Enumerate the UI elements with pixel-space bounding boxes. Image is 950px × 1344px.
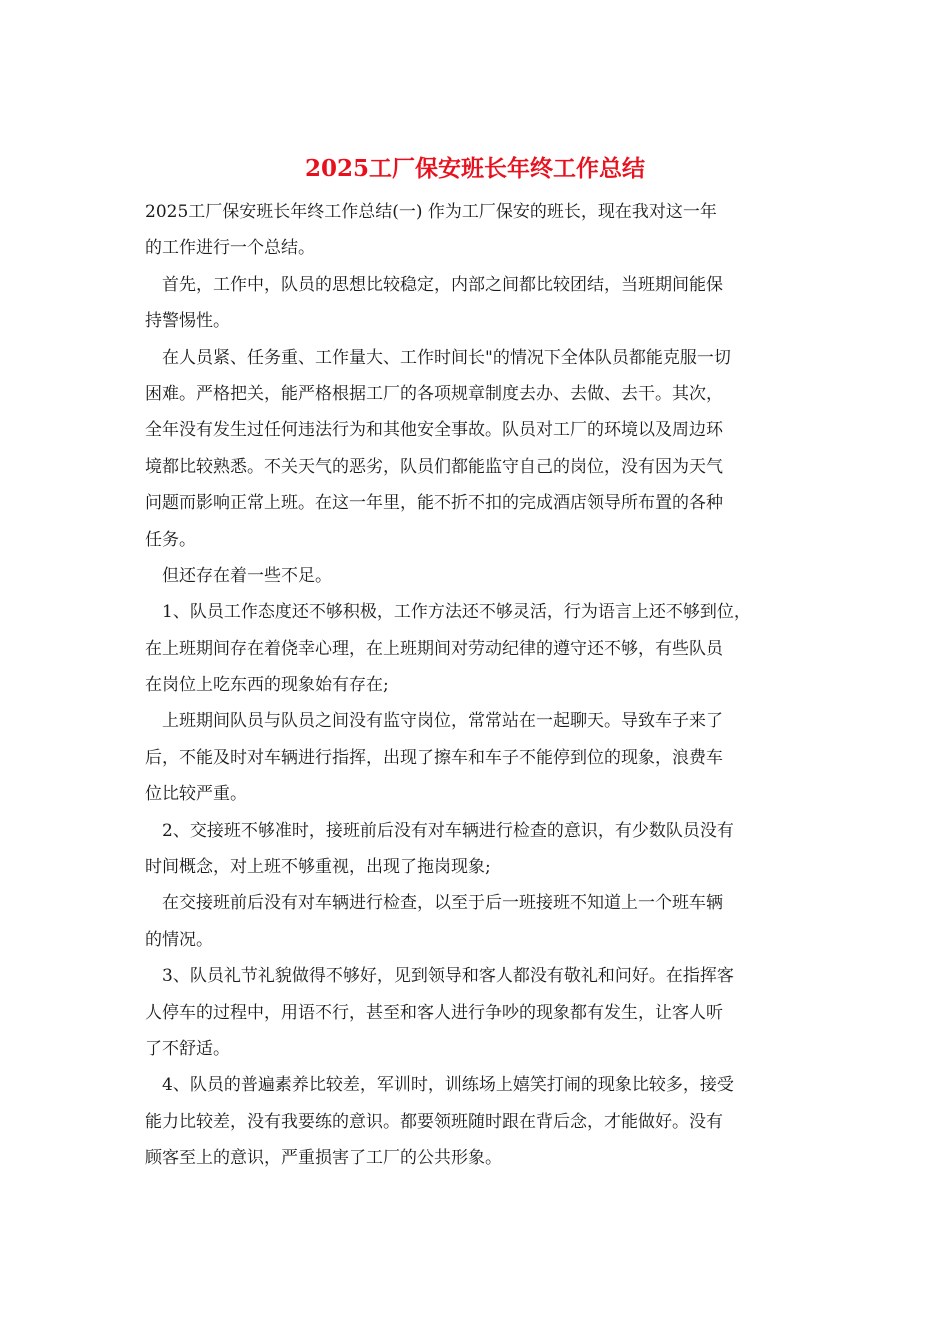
text-line: 2、交接班不够准时，接班前后没有对车辆进行检查的意识，有少数队员没有	[162, 820, 734, 841]
text-line: 首先，工作中，队员的思想比较稳定，内部之间都比较团结，当班期间能保	[162, 274, 723, 295]
document-title: 2025工厂保安班长年终工作总结	[304, 155, 645, 182]
text-line: 全年没有发生过任何违法行为和其他安全事故。队员对工厂的环境以及周边环	[145, 420, 723, 441]
text-line: 后，不能及时对车辆进行指挥，出现了擦车和车子不能停到位的现象，浪费车	[145, 747, 723, 768]
text-line: 3、队员礼节礼貌做得不够好，见到领导和客人都没有敬礼和问好。在指挥客	[162, 966, 734, 987]
text-line: 持警惕性。	[145, 311, 230, 332]
text-line: 在人员紧、任务重、工作量大、工作时间长"的情况下全体队员都能克服一切	[162, 347, 731, 368]
text-line: 上班期间队员与队员之间没有监守岗位，常常站在一起聊天。导致车子来了	[162, 711, 723, 732]
text-line: 1、队员工作态度还不够积极，工作方法还不够灵活，行为语言上还不够到位，	[162, 602, 751, 623]
text-line: 境都比较熟悉。不关天气的恶劣，队员们都能监守自己的岗位，没有因为天气	[145, 456, 723, 477]
text-line: 在交接班前后没有对车辆进行检查，以至于后一班接班不知道上一个班车辆	[162, 893, 723, 914]
text-line: 时间概念，对上班不够重视，出现了拖岗现象;	[145, 857, 491, 878]
text-line: 的工作进行一个总结。	[145, 238, 315, 259]
text-line: 4、队员的普遍素养比较差，军训时，训练场上嬉笑打闹的现象比较多，接受	[162, 1075, 734, 1096]
document-body	[145, 194, 815, 1177]
text-line: 任务。	[145, 529, 196, 550]
text-line: 但还存在着一些不足。	[162, 565, 332, 586]
text-line: 位比较严重。	[145, 784, 247, 805]
text-line: 了不舒适。	[145, 1038, 230, 1059]
text-line: 人停车的过程中，用语不行，甚至和客人进行争吵的现象都有发生，让客人听	[145, 1002, 723, 1023]
text-line: 的情况。	[145, 929, 213, 950]
text-line: 在上班期间存在着侥幸心理，在上班期间对劳动纪律的遵守还不够，有些队员	[145, 638, 723, 659]
text-line: 困难。严格把关，能严格根据工厂的各项规章制度去办、去做、去干。其次，	[145, 383, 723, 404]
text-line: 顾客至上的意识，严重损害了工厂的公共形象。	[145, 1148, 502, 1169]
text-line: 能力比较差，没有我要练的意识。都要领班随时跟在背后念，才能做好。没有	[145, 1111, 723, 1132]
text-line: 在岗位上吃东西的现象始有存在;	[145, 675, 389, 696]
text-line: 问题而影响正常上班。在这一年里，能不折不扣的完成酒店领导所布置的各种	[145, 493, 723, 514]
text-line: 2025工厂保安班长年终工作总结(一) 作为工厂保安的班长，现在我对这一年	[145, 202, 717, 222]
